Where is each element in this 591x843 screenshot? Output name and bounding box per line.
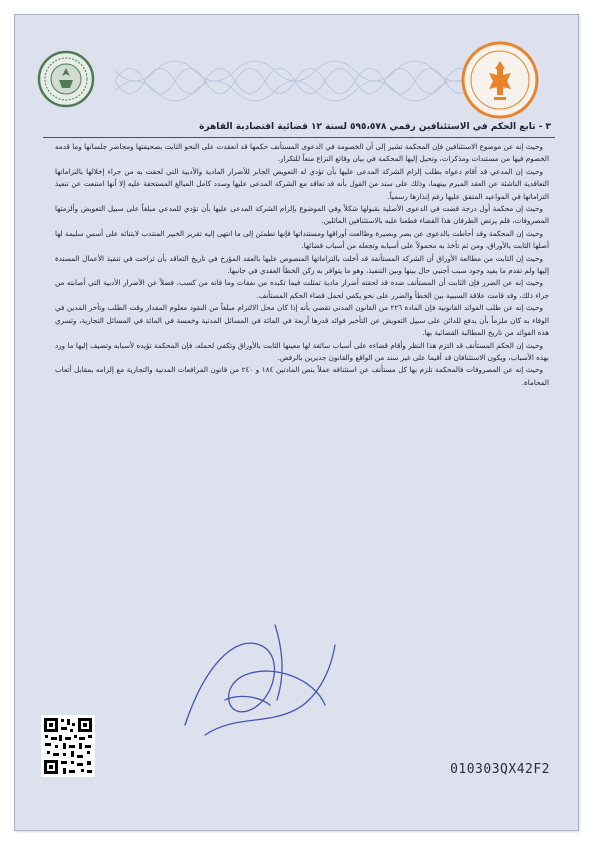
document-code: 010303QX42F2: [450, 762, 550, 777]
paragraph: وحيث إنه عن المصروفات فالمحكمة تلزم بها كل مستأنف عن استئنافه عملاً بنص المادتين ١٨٤ و ٢٤٠ من قانون المرافعات المدنية والتجارية مع إلزامه بمقابل أتعاب المحاماة.: [55, 365, 549, 387]
paragraph: وحيث إن الثابت من مطالعة الأوراق أن الشركة المستأنفة قد أخلت بالتزاماتها المنصوص عليها بالعقد المؤرخ في تاريخ التعاقد بأن تراخت في تنفيذ الأعمال المسندة إليها ولم تقدم ما يفيد وجود سبب أجنبي حال بينها وبين التنفيذ، وهو ما يتوافر به ركن الخطأ العقدي في جانبها.: [55, 253, 549, 276]
paragraph: وحيث إنه عن الضرر فإن الثابت أن المستأنف ضده قد لحقته أضرار مادية تمثلت فيما تكبده من نفقات وما فاته من كسب، فضلاً عن الأضرار الأدبية التي أصابته من جراء ذلك، وقد قامت علاقة السببية بين الخطأ والضرر على نحو يكفي لحمل قضاء الحكم المستأنف.: [55, 278, 549, 300]
paragraph: وحيث إنه عن موضوع الاستئنافين فإن المحكمة تشير إلى أن الخصومة في الدعوى المستأنف حكمها قد انعقدت على النحو الثابت بصحيفتها ومحاضر جلساتها وما قدمه الخصوم فيها من مستندات ومذكرات، وتحيل إليها المحكمة في بيان وقائع النزاع منعاً للتكرار.: [55, 142, 549, 164]
guilloche-pattern: [115, 51, 475, 111]
qr-code-icon[interactable]: [41, 715, 95, 777]
paragraph: وحيث إن الحكم المستأنف قد التزم هذا النظر وأقام قضاءه على أسباب سائغة لها معينها الثابت بالأوراق وتكفي لحمله، فإن المحكمة تؤيده لأسبابه وتضيف إليها ما ورد بهذه الأسباب، ويكون الاستئنافان قد أقيما على غير سند من الواقع والقانون جديرين بالرفض.: [55, 340, 549, 362]
paragraph: وحيث إنه عن طلب الفوائد القانونية فإن المادة ٢٢٦ من القانون المدني تقضي بأنه إذا كان محل الالتزام مبلغاً من النقود معلوم المقدار وقت الطلب وتأخر المدين في الوفاء به كان ملزماً بأن يدفع للدائن على سبيل التعويض عن التأخير فوائد قدرها أربعة في المائة في المسائل المدنية وخمسة في المائة في المسائل التجارية، وتسري هذه الفوائد من تاريخ المطالبة القضائية بها.: [55, 303, 549, 338]
paragraph: وحيث إن محكمة أول درجة قضت في الدعوى الأصلية بقبولها شكلاً وفي الموضوع بإلزام الشركة المدعى عليها بأن تؤدي للمدعي مبلغاً على سبيل التعويض وألزمتها المصروفات، فلم يرتض الطرفان هذا القضاء فطعنا عليه بالاستئنافين الماثلين.: [55, 204, 549, 226]
header-divider: [43, 137, 555, 138]
page-header: ٣ - تابع الحكم في الاستئنافين رقمي ٥٩٥،٥٧٨ لسنة ١٢ قضائية اقتصادية القاهرة: [199, 122, 551, 132]
court-seal-icon: [37, 50, 95, 108]
document-page: [14, 14, 579, 831]
paragraph: وحيث إن المدعي قد أقام دعواه بطلب إلزام الشركة المدعى عليها بأن تؤدي له التعويض الجابر للأضرار المادية والأدبية التي لحقت به من جراء إخلالها بالتزاماتها التعاقدية الناشئة عن العقد المبرم بينهما، وذلك على سند من القول بأنه قد تعاقد مع الشركة المدعى عليها وسدد كامل المبالغ المستحقة عليه إلا أنها امتنعت عن تنفيذ التزاماتها في المواعيد المتفق عليها رغم إنذارها رسمياً.: [55, 166, 549, 201]
ministry-logo-icon: [461, 41, 539, 119]
paragraph: وحيث إن المحكمة وقد أحاطت بالدعوى عن بصر وبصيرة وطالعت أوراقها ومستنداتها فإنها تطمئن إلى ما انتهى إليه تقرير الخبير المنتدب لابتنائه على أسس سليمة لها أصلها الثابت بالأوراق، ومن ثم تأخذ به محمولاً على أسبابه وتجعله من أسباب قضائها.: [55, 228, 549, 251]
signature-mark: [165, 605, 355, 755]
